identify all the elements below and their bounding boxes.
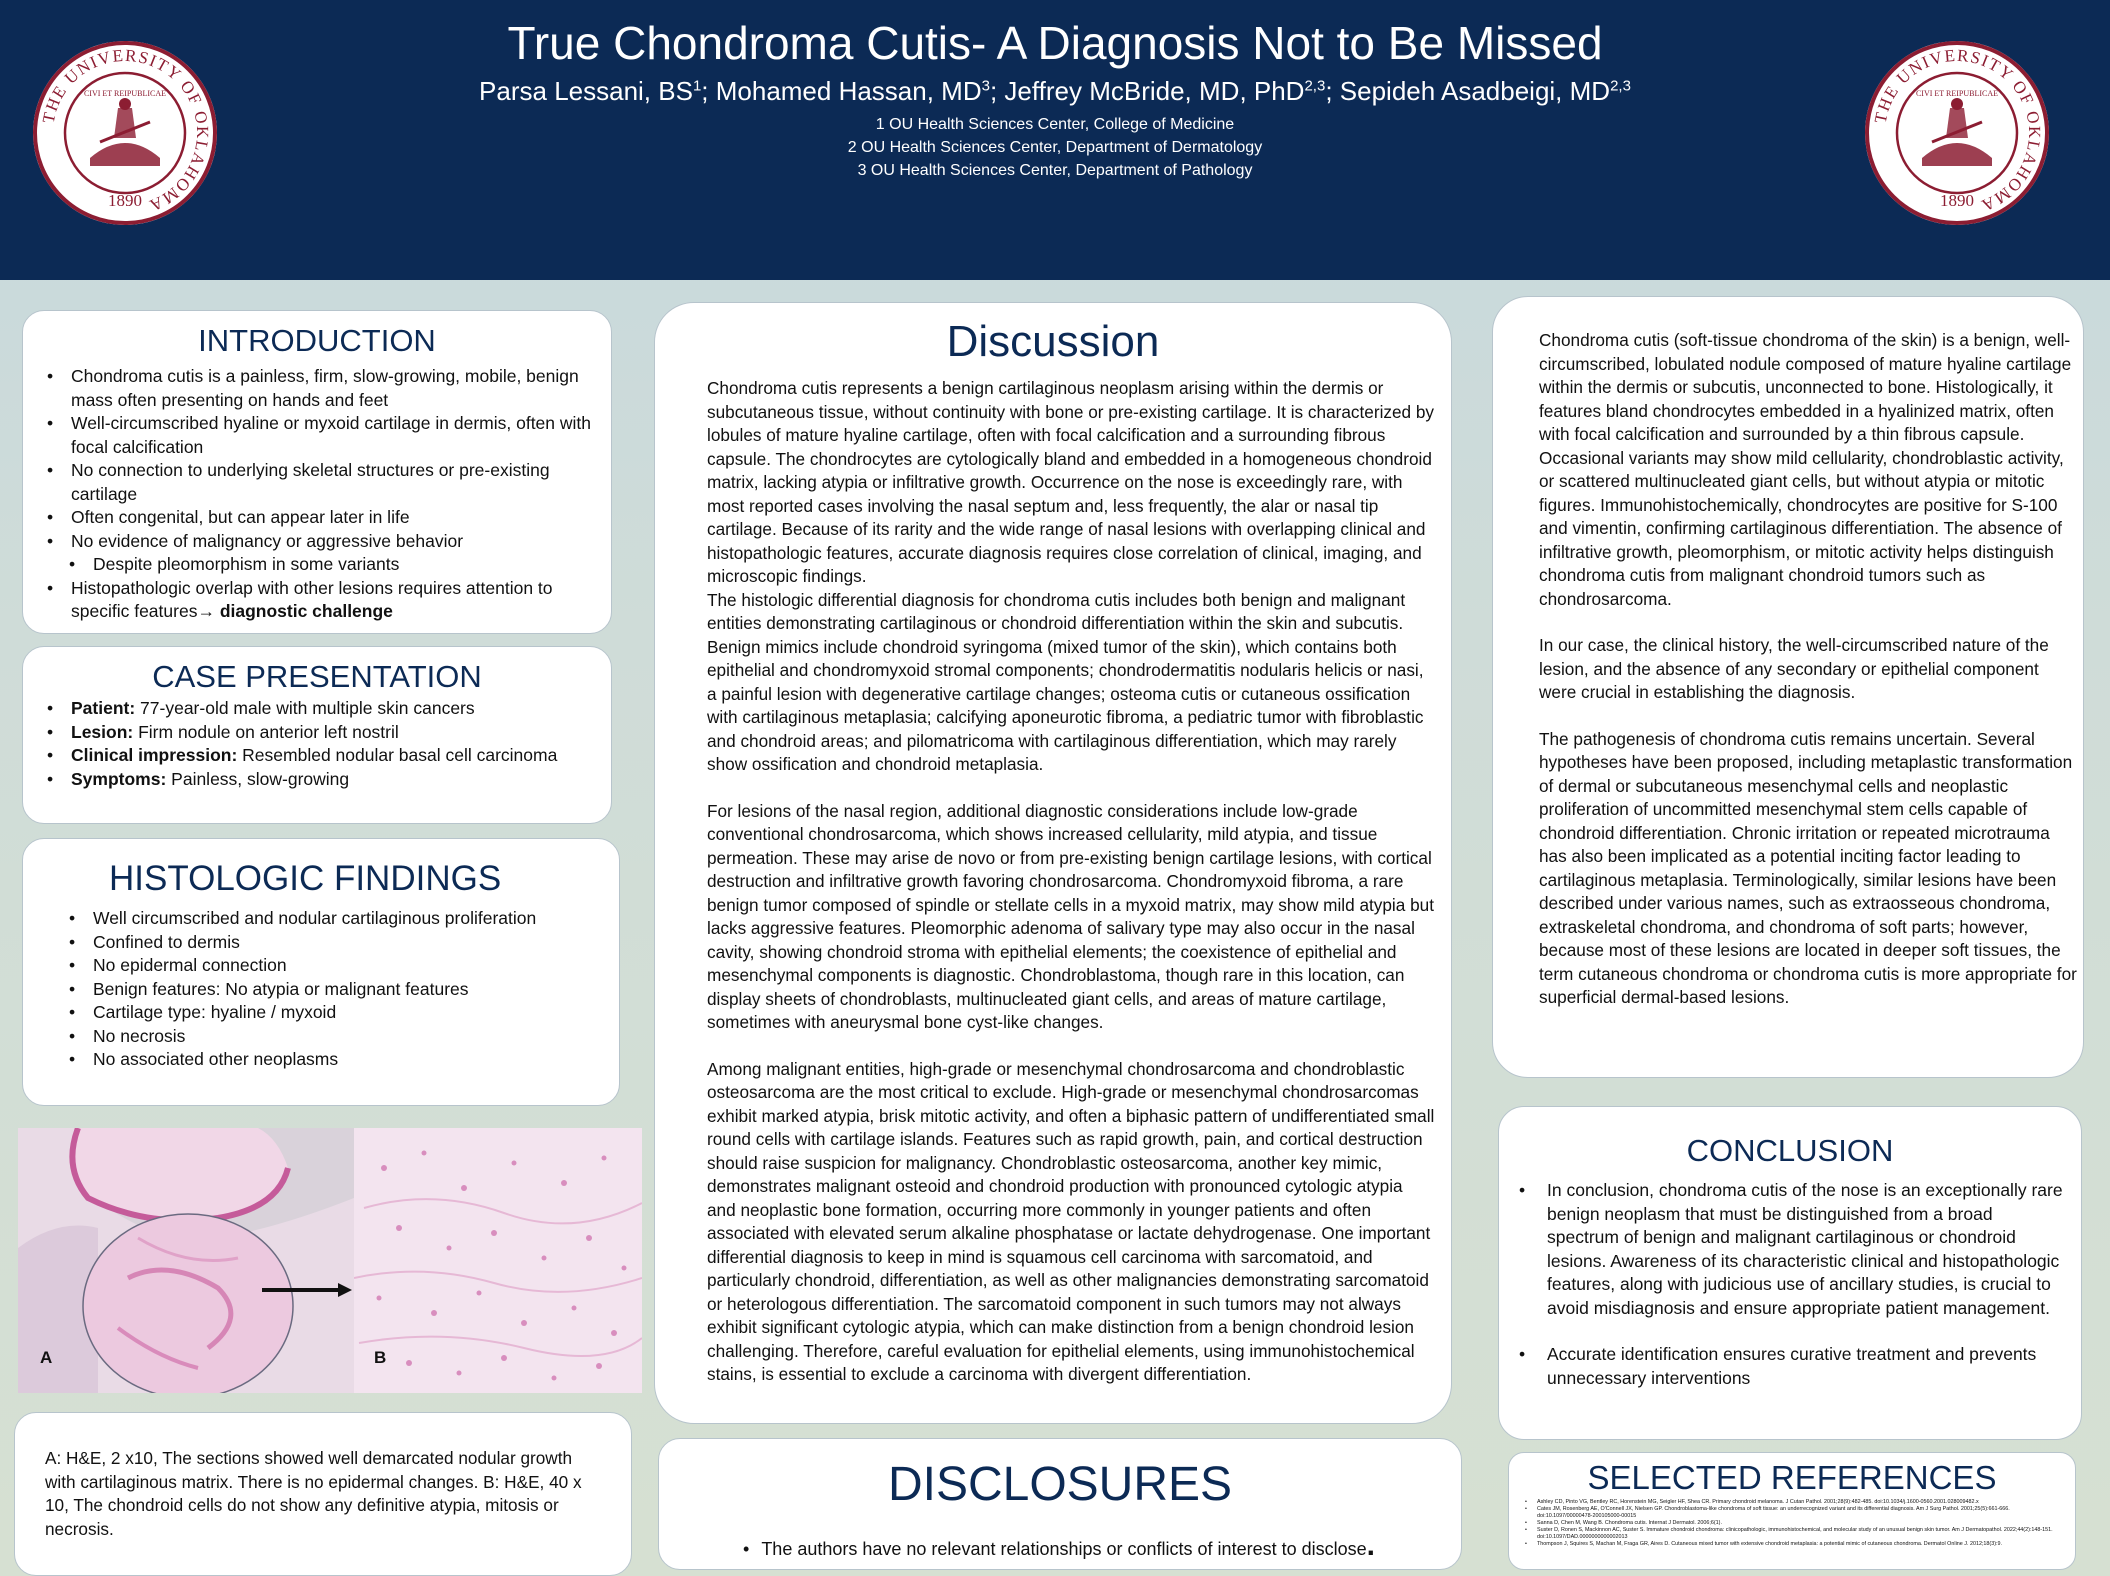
list-item: • Chondroma cutis is a painless, firm, slow-growing, mobile, benign mass often presenting on hands and feet bbox=[41, 365, 597, 412]
list-item-label: Patient: bbox=[71, 698, 136, 718]
case-presentation-heading: CASE PRESENTATION bbox=[152, 659, 482, 694]
list-item: • No evidence of malignancy or aggressive behavior bbox=[41, 530, 597, 554]
introduction-heading: INTRODUCTION bbox=[198, 323, 436, 358]
svg-text:THE UNIVERSITY OF OKLAHOMA: THE UNIVERSITY OF OKLAHOMA bbox=[1870, 45, 2045, 216]
list-item: • No connection to underlying skeletal structures or pre-existing cartilage bbox=[41, 459, 597, 506]
affiliation-line: 2 OU Health Sciences Center, Department of Dermatology bbox=[847, 139, 1263, 156]
university-seal-right bbox=[1862, 38, 2052, 228]
list-item: • No associated other neoplasms bbox=[63, 1048, 605, 1072]
list-item: • Benign features: No atypia or malignant features bbox=[63, 978, 605, 1002]
list-item-label: Clinical impression: bbox=[71, 745, 238, 765]
list-item: • In conclusion, chondroma cutis of the nose is an exceptionally rare benign neoplasm that must be distinguished from a broad spectrum of benign and malignant cartilaginous or chondroid lesions. Awareness of its characteristic clinical and histopathologic features, along with judicious use of ancillary studies, is crucial to avoid misdiagnosis and ensure appropriate patient management. bbox=[1513, 1179, 2067, 1320]
affiliation-line: 3 OU Health Sciences Center, Department of Pathology bbox=[857, 162, 1253, 179]
case-list bbox=[41, 697, 597, 791]
author: Parsa Lessani, BS bbox=[479, 76, 693, 106]
discussion-paragraph: For lesions of the nasal region, additional diagnostic considerations include low-grade conventional chondrosarcoma, which shows increased cellularity, mild atypia, and tissue permeation. These may arise de novo or from pre-existing benign cartilage lesions, with cortical destruction and infiltrative growth favoring chondrosarcoma. Chondromyxoid fibroma, a rare benign tumor composed of spindle or stellate cells in a myxoid matrix, may show mild atypia but lacks aggressive features. Pleomorphic adenoma of salivary type may also occur in the nasal cavity, showing chondroid stroma with epithelial elements; the coexistence of epithelial and mesenchymal components is diagnostic. Chondroblastoma, though rare in this location, can display sheets of chondroblasts, multinucleated giant cells, and areas of mature cartilage, sometimes with aneurysmal bone cyst-like changes. bbox=[707, 800, 1434, 1032]
histology-image-a bbox=[18, 1128, 354, 1393]
discussion-paragraph: Among malignant entities, high-grade or mesenchymal chondrosarcoma and chondroblastic osteosarcoma are the most critical to exclude. High-grade or mesenchymal chondrosarcomas exhibit marked atypia, brisk mitotic activity, and often a biphasic pattern of undifferentiated small round cells with cartilage islands. Features such as rapid growth, pain, and cortical destruction should raise suspicion for malignancy. Chondroblastic osteosarcoma, another key mimic, demonstrates malignant osteoid and chondroid production with pronounced cytologic atypia and neoplastic bone formation, occurring more commonly in younger patients and often associated with elevated serum alkaline phosphatase or lactate dehydrogenase. One important differential diagnosis to keep in mind is squamous cell carcinoma with sarcomatoid, and particularly chondroid, differentiation, as well as other malignancies demonstrating sarcomatoid or heterologous differentiation. The sarcomatoid component in such tumors may not always exhibit significant cytologic atypia, which can make distinction from a benign chondroid lesion challenging. Therefore, careful evaluation for epithelial elements, using immunohistochemical stains, is essential to exclude a carcinoma with divergent differentiation. bbox=[707, 1058, 1435, 1384]
disclosures-period: . bbox=[1366, 1529, 1375, 1562]
reference-item: • Thompson J, Squires S, Machan M, Fraga GR, Aires D. Cutaneous mixed tumor with extensive chondroid metaplasia: a potential mimic of cutaneous chondroma. Dermatol Online J. 2012;18(3):9. bbox=[1519, 1541, 2065, 1548]
image-caption-text: A: H&E, 2 x10, The sections showed well demarcated nodular growth with cartilaginous matrix. There is no epidermal changes. B: H&E, 40 x 10, The chondroid cells do not show any definitive atypia, mitosis or necrosis. bbox=[45, 1448, 582, 1539]
discussion-heading: Discussion bbox=[946, 317, 1160, 366]
author: Jeffrey McBride, MD, PhD bbox=[1004, 76, 1305, 106]
discussion-panel bbox=[654, 302, 1452, 1424]
list-item-text: Histopathologic overlap with other lesions requires attention to specific features→ bbox=[71, 577, 553, 621]
conclusion-list bbox=[1513, 1179, 2067, 1390]
author-affiliation-mark: 3 bbox=[981, 77, 990, 95]
discussion-paragraph: The histologic differential diagnosis for chondroma cutis includes both benign and malignant entities demonstrating cartilaginous or chondroid differentiation within the skin and subcutis. Benign mimics include chondroid syringoma (mixed tumor of the skin), which contains both epithelial and chondromyxoid stromal components; chondrodermatitis nodularis helicis or nasi, a painful lesion with degenerative cartilage changes; osteoma cutis or cutaneous ossification with cartilaginous metaplasia; calcifying aponeurotic fibroma, a pediatric tumor with fibroblastic and chondroid areas; and pilomatricoma with cartilaginous differentiation, which may rarely show ossification and chondroid metaplasia. bbox=[707, 589, 1424, 774]
affiliation-line: 1 OU Health Sciences Center, College of Medicine bbox=[875, 116, 1235, 133]
disclosures-panel bbox=[658, 1438, 1462, 1570]
author-affiliation-mark: 2,3 bbox=[1610, 77, 1631, 95]
svg-text:CIVI ET REIPUBLICAE: CIVI ET REIPUBLICAE bbox=[1915, 89, 1999, 98]
svg-text:CIVI ET REIPUBLICAE: CIVI ET REIPUBLICAE bbox=[83, 89, 167, 98]
image-label-b: B bbox=[374, 1348, 387, 1367]
discussion-body bbox=[707, 377, 1435, 1387]
histologic-findings-panel bbox=[22, 838, 620, 1106]
svg-text:THE UNIVERSITY OF OKLAHOMA: THE UNIVERSITY OF OKLAHOMA bbox=[38, 45, 213, 216]
list-item: • No epidermal connection bbox=[63, 954, 605, 978]
list-item: • Well-circumscribed hyaline or myxoid cartilage in dermis, often with focal calcification bbox=[41, 412, 597, 459]
discussion-continued-panel bbox=[1492, 296, 2084, 1078]
list-item-text: Resembled nodular basal cell carcinoma bbox=[237, 745, 558, 765]
histologic-findings-heading: HISTOLOGIC FINDINGS bbox=[109, 859, 502, 898]
references-panel bbox=[1508, 1452, 2076, 1570]
case-presentation-panel bbox=[22, 646, 612, 824]
bullet-icon: • bbox=[743, 1539, 750, 1559]
list-item: • Often congenital, but can appear later in life bbox=[41, 506, 597, 530]
reference-item: • Cates JM, Rosenberg AE, O'Connell JX, Nielsen GP. Chondroblastoma-like chondroma of soft tissue: an underrecognized variant and its differential diagnosis. Am J Surg Pathol. 2001;25(5):661-666. doi:10.1097/00000478-200105000-00015 bbox=[1519, 1506, 2065, 1520]
reference-item: • Suster D, Ronen S, Mackinnon AC, Suster S. Immature chondroid chondroma: clinicopathologic, immunohistochemical, and molecular study of an unusual benign skin tumor. Am J Dermatopathol. 2022;44(2):148-151. doi:10.1097/DAD.0000000000002013 bbox=[1519, 1527, 2065, 1541]
list-item-text: 77-year-old male with multiple skin cancers bbox=[135, 698, 475, 718]
list-item bbox=[41, 721, 597, 745]
references-list bbox=[1519, 1499, 2065, 1548]
reference-item: • Sanna D, Chen M, Wang B. Chondroma cutis. Internat J Dermatol. 2006;6(1). bbox=[1519, 1520, 2065, 1527]
poster-header bbox=[0, 0, 2110, 280]
list-item bbox=[41, 768, 597, 792]
list-item-label: Symptoms: bbox=[71, 768, 167, 789]
list-item-emphasis: diagnostic challenge bbox=[219, 601, 393, 621]
discussion-paragraph: Chondroma cutis (soft-tissue chondroma of the skin) is a benign, well-circumscribed, lobulated nodule composed of mature hyaline cartilage within the dermis or subcutis, unconnected to bone. Histologically, it features bland chondrocytes embedded in a hyalinized matrix, often with focal calcification and surrounded by a thin fibrous capsule. Occasional variants may show mild cellularity, chondroblastic activity, or scattered multinucleated giant cells, but without atypia or mitotic figures. Immunohistochemically, chondrocytes are positive for S-100 and vimentin, confirming cartilaginous differentiation. The absence of infiltrative growth, pleomorphism, or mitotic activity helps distinguish chondroma cutis from malignant chondroid tumors such as chondrosarcoma. bbox=[1539, 330, 2072, 609]
histologic-list bbox=[63, 907, 605, 1072]
references-heading: SELECTED REFERENCES bbox=[1587, 1459, 1997, 1496]
svg-text:1890: 1890 bbox=[108, 191, 142, 210]
discussion-paragraph: Chondroma cutis represents a benign cartilaginous neoplasm arising within the dermis or subcutaneous tissue, without continuity with bone or pre-existing cartilage. It is characterized by lobules of mature hyaline cartilage, often with focal calcification and a surrounding fibrous capsule. The chondrocytes are cytologically bland and embedded in a homogeneous chondroid matrix, lacking atypia or infiltrative growth. Occurrence on the nose is exceedingly rare, with most reported cases involving the nasal septum and, less frequently, the alar or nasal tip cartilage. Because of its rarity and the wide range of nasal lesions with overlapping clinical and histopathologic features, accurate diagnosis requires close correlation of clinical, imaging, and microscopic findings. bbox=[707, 378, 1435, 586]
list-item bbox=[41, 744, 597, 768]
conclusion-heading: CONCLUSION bbox=[1686, 1133, 1894, 1168]
image-label-a: A bbox=[40, 1348, 53, 1367]
list-item-text: Firm nodule on anterior left nostril bbox=[133, 721, 399, 742]
author: Sepideh Asadbeigi, MD bbox=[1339, 76, 1611, 106]
histology-image-b bbox=[354, 1128, 642, 1393]
author-list: Parsa Lessani, $BS^1$; Mohamed Hassan, $MD^3$; Jeffrey McBride, MD, PhD$^{2,3}$; Sepideh Asadbeigi, MD$^{2,3}$ bbox=[479, 76, 1631, 106]
list-item bbox=[41, 697, 597, 721]
author: Mohamed Hassan, MD bbox=[715, 76, 982, 106]
disclosures-item bbox=[743, 1529, 1375, 1563]
conclusion-panel bbox=[1498, 1106, 2082, 1440]
list-item: • Well circumscribed and nodular cartilaginous proliferation bbox=[63, 907, 605, 931]
arrow-icon bbox=[262, 1282, 352, 1298]
discussion-paragraph: The pathogenesis of chondroma cutis remains uncertain. Several hypotheses have been proposed, including metaplastic transformation of dermal or subcutaneous mesenchymal cells and neoplastic proliferation of uncommitted mesenchymal stem cells capable of chondroid differentiation. Chronic irritation or repeated microtrauma has also been implicated as a potential inciting factor leading to cartilaginous metaplasia. Terminologically, similar lesions have been described under various names, such as extraosseous chondroma, extraskeletal chondroma, and chondroma of soft parts; however, because most of these lesions are located in deeper soft tissues, the term cutaneous chondroma or chondroma cutis is more appropriate for superficial dermal-based lesions. bbox=[1539, 728, 2077, 1007]
list-item bbox=[41, 577, 597, 624]
poster-title: True Chondroma Cutis- A Diagnosis Not to Be Missed bbox=[507, 17, 1603, 69]
discussion-paragraph: In our case, the clinical history, the well-circumscribed nature of the lesion, and the absence of any secondary or epithelial component were crucial in establishing the diagnosis. bbox=[1539, 635, 2049, 702]
image-caption-panel bbox=[14, 1412, 632, 1576]
author-affiliation-mark: 2,3 bbox=[1304, 77, 1326, 95]
svg-text:1890: 1890 bbox=[1940, 191, 1974, 210]
list-item-text: Painless, slow-growing bbox=[166, 768, 350, 789]
disclosures-text: The authors have no relevant relationships or conflicts of interest to disclose bbox=[761, 1539, 1367, 1559]
introduction-list bbox=[41, 365, 597, 624]
list-item: • Despite pleomorphism in some variants bbox=[41, 553, 597, 577]
author-affiliation-mark: 1 bbox=[692, 77, 702, 95]
list-item: • Accurate identification ensures curative treatment and prevents unnecessary interventions bbox=[1513, 1343, 2067, 1390]
list-item: • Confined to dermis bbox=[63, 931, 605, 955]
introduction-panel bbox=[22, 310, 612, 634]
list-item-label: Lesion: bbox=[71, 721, 134, 742]
disclosures-heading: DISCLOSURES bbox=[887, 1458, 1233, 1511]
list-item: • No necrosis bbox=[63, 1025, 605, 1049]
list-item: • Cartilage type: hyaline / myxoid bbox=[63, 1001, 605, 1025]
reference-item: • Ashley CD, Pinto VG, Bentley RC, Horenstein MG, Seigler HF, Shea CR. Primary chondroid melanoma. J Cutan Pathol. 2001;28(9):482-485. doi:10.1034/j.1600-0560.2001.028009482.x bbox=[1519, 1499, 2065, 1506]
discussion-continued-body bbox=[1539, 329, 2077, 1010]
